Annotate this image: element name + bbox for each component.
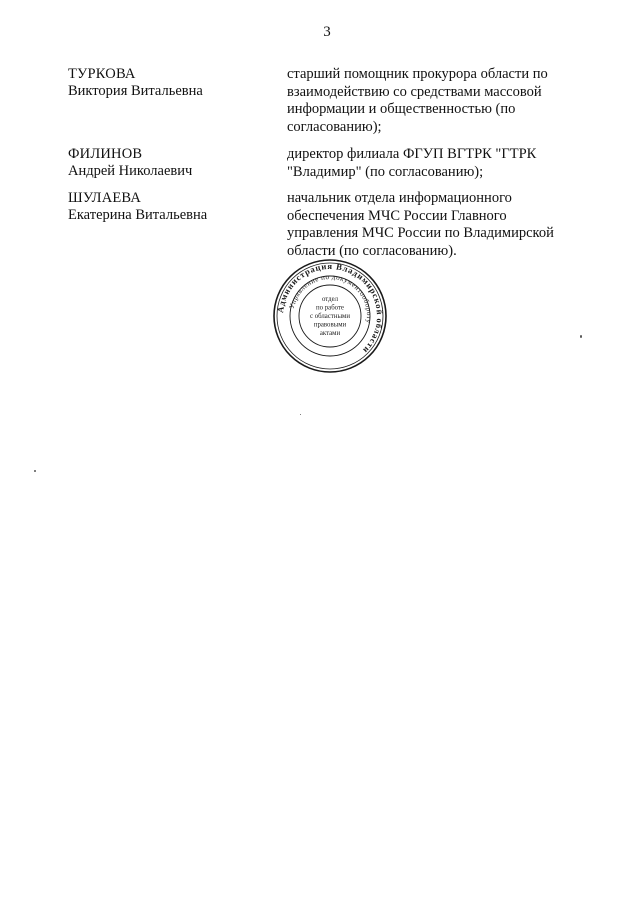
stamp-center-line: по работе <box>316 304 344 312</box>
person-name <box>68 190 268 224</box>
scan-speck <box>580 335 582 338</box>
position-description: начальник отдела информационного обеспечения МЧС России Главного управления МЧС России по Владимирской области (по согласованию). <box>287 190 554 259</box>
given-names: Екатерина Витальевна <box>68 207 208 223</box>
position-description: директор филиала ФГУП ВГТРК "ГТРК "Владимир" (по согласованию); <box>287 146 537 180</box>
page-number: 3 <box>323 24 331 40</box>
official-stamp <box>272 258 388 374</box>
scan-speck <box>34 470 36 472</box>
scan-speck <box>300 414 301 415</box>
stamp-center-line: с областными <box>310 313 350 320</box>
given-names: Виктория Витальевна <box>68 83 203 99</box>
stamp-inner-text: Управление по документообороту <box>287 272 374 325</box>
person-name <box>68 146 268 180</box>
position-description: старший помощник прокурора области по взаимодействию со средствами массовой информации и общественностью (по согласованию); <box>287 66 548 135</box>
surname: ФИЛИНОВ <box>68 146 143 162</box>
surname: ШУЛАЕВА <box>68 190 142 206</box>
stamp-seal-icon <box>272 258 388 374</box>
stamp-center-line: правовыми <box>313 321 347 329</box>
given-names: Андрей Николаевич <box>68 163 193 179</box>
stamp-outer-text: Администрация Владимирской области <box>275 260 386 356</box>
person-name <box>68 66 268 100</box>
stamp-center-line: актами <box>319 330 341 338</box>
surname: ТУРКОВА <box>68 66 136 82</box>
stamp-center-line: отдел <box>321 295 339 303</box>
